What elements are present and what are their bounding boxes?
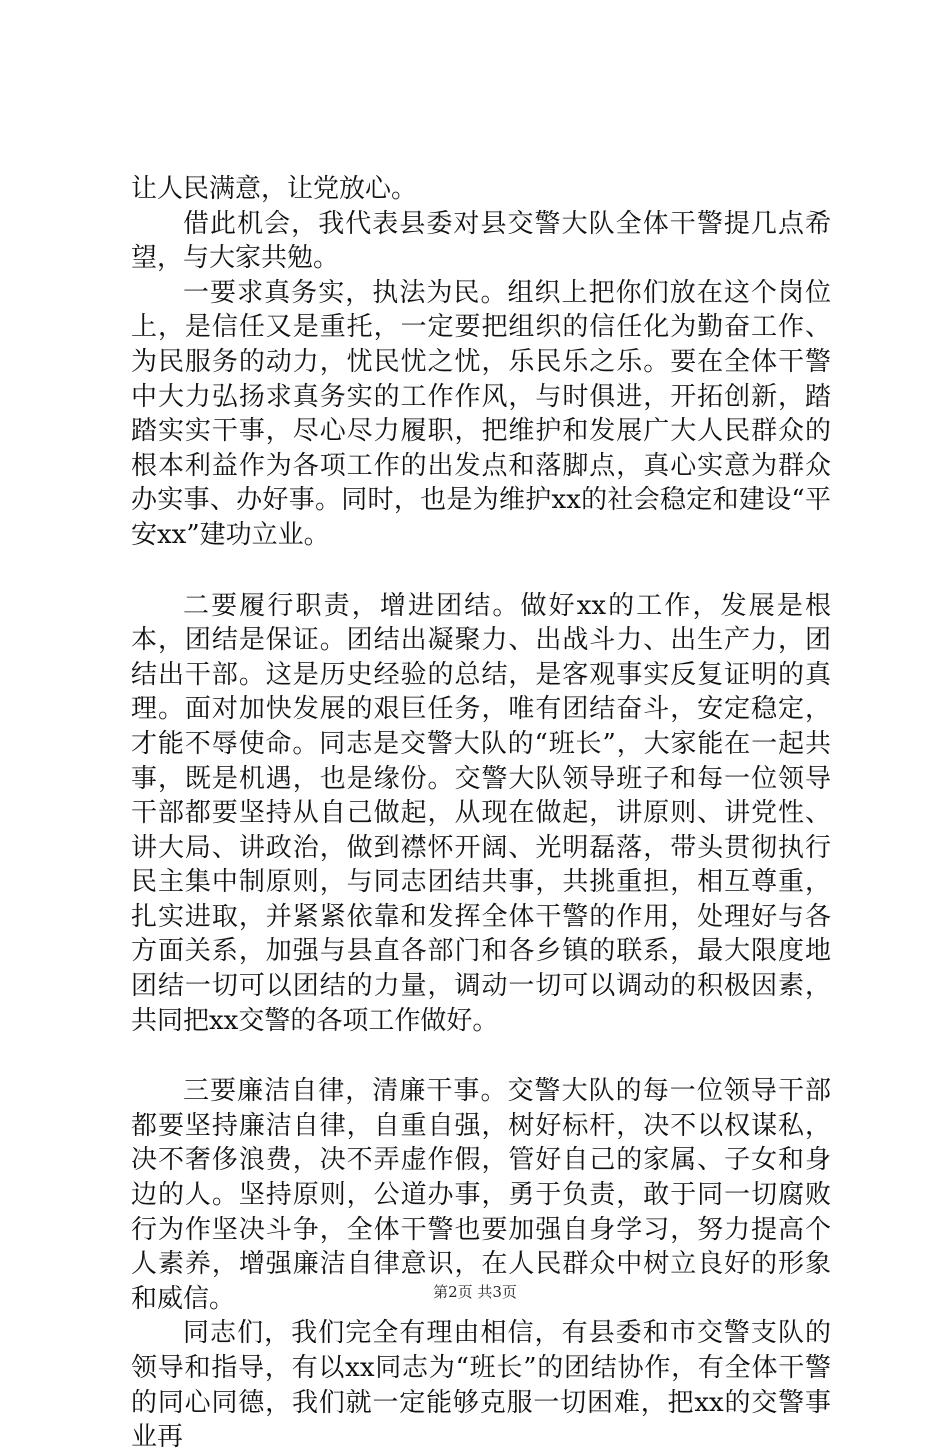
paragraph-point-one: 一要求真务实，执法为民。组织上把你们放在这个岗位上，是信任又是重托，一定要把组织的信任化为勤奋工作、为民服务的动力，忧民忧之忧，乐民乐之乐。要在全体干警中大力弘扬求真务实的工作作风，与时俱进，开拓创新，踏踏实实干事，尽心尽力履职，把维护和发展广大人民群众的根本利益作为各项工作的出发点和落脚点，真心实意为群众办实事、办好事。同时，也是为维护xx的社会稳定和建设“平安xx”建功立业。 — [131, 277, 831, 550]
paragraph-continuation: 让人民满意，让党放心。 — [131, 174, 418, 204]
paragraph-point-three: 三要廉洁自律，清廉干事。交警大队的每一位领导干部都要坚持廉洁自律，自重自强，树好标杆，决不以权谋私，决不奢侈浪费，决不弄虚作假，管好自己的家属、子女和身边的人。坚持原则，公道办事，勇于负责，敢于同一切腐败行为作坚决斗争，全体干警也要加强自身学习，努力提高个人素养，增强廉洁自律意识，在人民群众中树立良好的形象和威信。 — [131, 1076, 831, 1314]
page-footer: 第2页 共3页 — [433, 1283, 517, 1301]
paragraph-closing: 同志们，我们完全有理由相信，有县委和市交警支队的领导和指导，有以xx同志为“班长”的团结协作，有全体干警的同心同德，我们就一定能够克服一切困难，把xx的交警事业再 — [131, 1318, 831, 1453]
paragraph-point-two: 二要履行职责，增进团结。做好xx的工作，发展是根本，团结是保证。团结出凝聚力、出战斗力、出生产力，团结出干部。这是历史经验的总结，是客观事实反复证明的真理。面对加快发展的艰巨任务，唯有团结奋斗，安定稳定，才能不辱使命。同志是交警大队的“班长”，大家能在一起共事，既是机遇，也是缘份。交警大队领导班子和每一位领导干部都要坚持从自己做起，从现在做起，讲原则、讲党性、讲大局、讲政治，做到襟怀开阔、光明磊落，带头贯彻执行民主集中制原则，与同志团结共事，共挑重担，相互尊重，扎实进取，并紧紧依靠和发挥全体干警的作用，处理好与各方面关系，加强与县直各部门和各乡镇的联系，最大限度地团结一切可以团结的力量，调动一切可以调动的积极因素，共同把xx交警的各项工作做好。 — [131, 590, 831, 1036]
paragraph-spacer — [131, 1038, 831, 1074]
document-body — [131, 172, 831, 1455]
paragraph-intro: 借此机会，我代表县委对县交警大队全体干警提几点希望，与大家共勉。 — [131, 208, 831, 274]
paragraph-spacer — [131, 553, 831, 589]
